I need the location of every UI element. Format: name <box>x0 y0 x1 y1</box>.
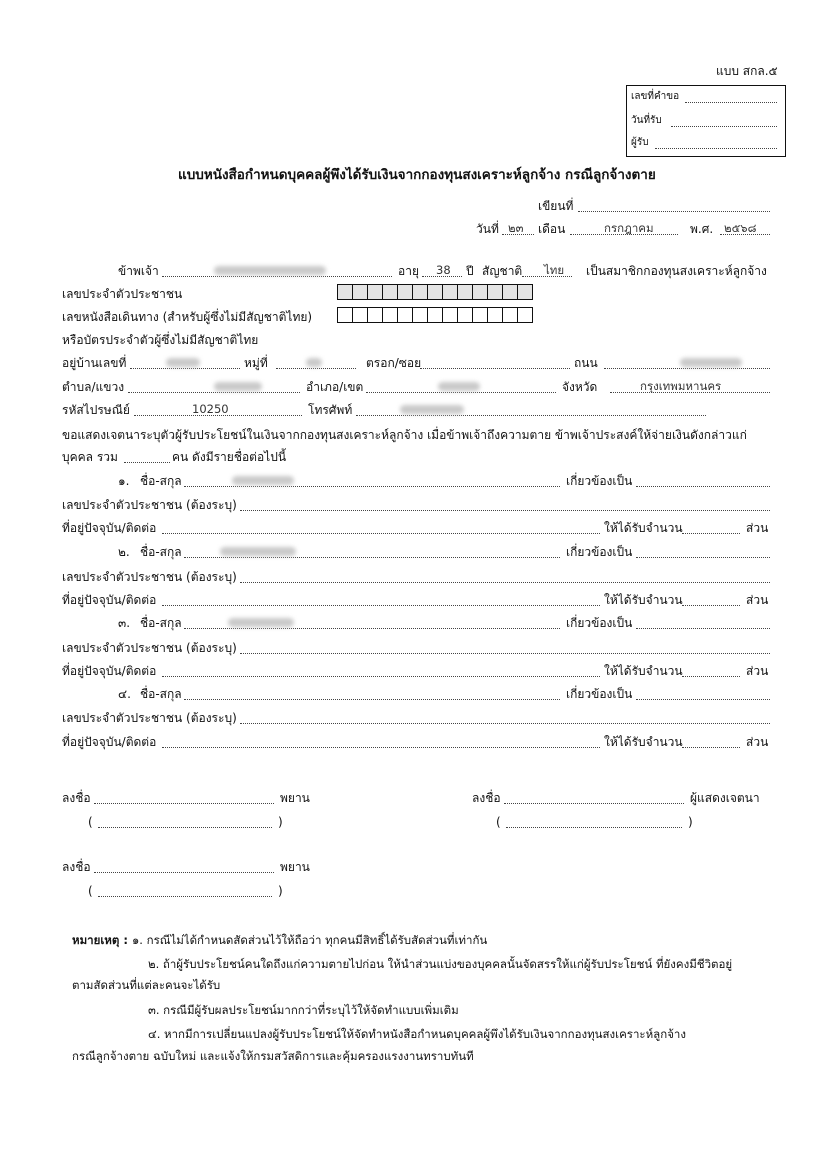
close-paren: ) <box>278 815 283 829</box>
witness-2-printed-name-field[interactable] <box>98 884 272 897</box>
request-number-label: เลขที่คำขอ <box>631 91 680 102</box>
beneficiary-address-label: ที่อยู่ปัจจุบัน/ติดต่อ <box>62 664 157 678</box>
id-number-boxes[interactable] <box>337 284 532 300</box>
relation-label: เกี่ยวข้องเป็น <box>566 474 633 488</box>
form-code: แบบ สกล.๕ <box>716 64 778 78</box>
received-date-field[interactable] <box>671 114 777 127</box>
witness-1-printed-name-field[interactable] <box>98 815 272 828</box>
beneficiary-id-field[interactable] <box>240 570 770 583</box>
intent-line-2b: คน ดังมีรายชื่อต่อไปนี้ <box>172 450 287 464</box>
receiver-label: ผู้รับ <box>631 137 649 148</box>
beneficiary-id-label: เลขประจำตัวประชาชน (ต้องระบุ) <box>62 498 237 512</box>
relation-field[interactable] <box>636 545 770 558</box>
witness-label: พยาน <box>280 860 310 874</box>
beneficiary-name-label: ชื่อ-สกุล <box>140 687 182 701</box>
postcode-value: 10250 <box>192 402 229 416</box>
beneficiary-number: ๔. <box>118 687 131 701</box>
share-label: ให้ได้รับจำนวน <box>604 593 683 607</box>
request-number-field[interactable] <box>685 90 777 103</box>
subdistrict-label: ตำบล/แขวง <box>62 380 125 394</box>
redacted-district <box>438 382 480 391</box>
sign-label: ลงชื่อ <box>62 791 91 805</box>
relation-field[interactable] <box>636 687 770 700</box>
beneficiary-address-label: ที่อยู่ปัจจุบัน/ติดต่อ <box>62 735 157 749</box>
close-paren: ) <box>278 884 283 898</box>
declarant-label: ผู้แสดงเจตนา <box>690 791 760 805</box>
id-number-label: เลขประจำตัวประชาชน <box>62 287 183 301</box>
notes-label: หมายเหตุ : <box>72 933 128 947</box>
share-field[interactable] <box>682 521 740 534</box>
sign-label: ลงชื่อ <box>472 791 501 805</box>
redacted-name <box>220 547 296 556</box>
soi-field[interactable] <box>420 356 570 369</box>
redacted-name <box>228 618 294 627</box>
declarant-name-label: ข้าพเจ้า <box>118 264 159 278</box>
share-field[interactable] <box>682 593 740 606</box>
nonthai-card-label: หรือบัตรประจำตัวผู้ซึ่งไม่มีสัญชาติไทย <box>62 333 259 347</box>
share-field[interactable] <box>682 735 740 748</box>
beneficiary-id-field[interactable] <box>240 498 770 511</box>
beneficiary-id-field[interactable] <box>240 711 770 724</box>
phone-label: โทรศัพท์ <box>308 403 353 417</box>
redacted-name <box>214 266 326 275</box>
note-1: ๑. กรณีไม่ได้กำหนดสัดส่วนไว้ให้ถือว่า ทุกคนมีสิทธิ์ได้รับสัดส่วนที่เท่ากัน <box>132 933 488 947</box>
day-label: วันที่ <box>476 222 499 236</box>
note-4-line-2: กรณีลูกจ้างตาย ฉบับใหม่ และแจ้งให้กรมสวัสดิการและคุ้มครองแรงงานทราบทันที <box>72 1049 474 1063</box>
witness-label: พยาน <box>280 791 310 805</box>
age-label: อายุ <box>398 264 419 278</box>
beneficiary-address-field[interactable] <box>162 735 600 748</box>
day-value: ๒๓ <box>508 221 524 235</box>
open-paren: ( <box>496 815 501 829</box>
beneficiary-number: ๒. <box>118 545 130 559</box>
share-unit: ส่วน <box>746 521 769 535</box>
redacted-subdistrict <box>214 382 262 391</box>
relation-label: เกี่ยวข้องเป็น <box>566 687 633 701</box>
witness-1-sign-field[interactable] <box>94 791 274 804</box>
received-date-label: วันที่รับ <box>631 115 662 126</box>
nationality-label: สัญชาติ <box>482 264 523 278</box>
nationality-value: ไทย <box>544 263 565 277</box>
beneficiary-address-field[interactable] <box>162 593 600 606</box>
redacted-road <box>680 358 742 367</box>
written-at-field[interactable] <box>578 199 770 212</box>
house-number-label: อยู่บ้านเลขที่ <box>62 356 127 370</box>
note-2-line-2: ตามสัดส่วนที่แต่ละคนจะได้รับ <box>72 978 221 992</box>
note-3: ๓. กรณีมีผู้รับผลประโยชน์มากกว่าที่ระบุไว้ให้จัดทำแบบเพิ่มเติม <box>148 1003 459 1017</box>
person-count-field[interactable] <box>124 450 170 463</box>
beneficiary-number: ๑. <box>118 474 130 488</box>
office-receipt-box <box>626 85 786 157</box>
beneficiary-name-label: ชื่อ-สกุล <box>140 616 182 630</box>
close-paren: ) <box>688 815 693 829</box>
province-label: จังหวัด <box>562 380 598 394</box>
share-label: ให้ได้รับจำนวน <box>604 664 683 678</box>
relation-label: เกี่ยวข้องเป็น <box>566 545 633 559</box>
receiver-field[interactable] <box>655 136 777 149</box>
redacted-house-number <box>166 358 200 367</box>
beneficiary-name-label: ชื่อ-สกุล <box>140 545 182 559</box>
passport-boxes[interactable] <box>337 307 532 323</box>
relation-label: เกี่ยวข้องเป็น <box>566 616 633 630</box>
age-value: 38 <box>436 263 451 277</box>
month-value: กรกฎาคม <box>604 221 654 235</box>
share-unit: ส่วน <box>746 664 769 678</box>
moo-label: หมู่ที่ <box>244 356 268 370</box>
intent-line-2a: บุคคล รวม <box>62 450 118 464</box>
road-label: ถนน <box>574 356 598 370</box>
redacted-moo <box>306 358 322 367</box>
beneficiary-name-label: ชื่อ-สกุล <box>140 474 182 488</box>
written-at-label: เขียนที่ <box>538 199 574 213</box>
intent-line-1: ขอแสดงเจตนาระบุตัวผู้รับประโยชน์ในเงินจากกองทุนสงเคราะห์ลูกจ้าง เมื่อข้าพเจ้าถึงความตาย ข้าพเจ้าประสงค์ให้จ่ายเงินดังกล่าวแก่ <box>62 428 747 442</box>
postcode-label: รหัสไปรษณีย์ <box>62 403 130 417</box>
relation-field[interactable] <box>636 474 770 487</box>
passport-label: เลขหนังสือเดินทาง (สำหรับผู้ซึ่งไม่มีสัญชาติไทย) <box>62 310 313 324</box>
beneficiary-name-field[interactable] <box>184 687 560 700</box>
form-title: แบบหนังสือกำหนดบุคคลผู้พึงได้รับเงินจากกองทุนสงเคราะห์ลูกจ้าง กรณีลูกจ้างตาย <box>178 167 656 183</box>
relation-field[interactable] <box>636 616 770 629</box>
note-2-line-1: ๒. ถ้าผู้รับประโยชน์คนใดถึงแก่ความตายไปก่อน ให้นำส่วนแบ่งของบุคคลนั้นจัดสรรให้แก่ผู้รับประโยชน์ ที่ยังคงมีชีวิตอยู่ <box>148 957 733 971</box>
year-label: พ.ศ. <box>690 222 714 236</box>
beneficiary-id-label: เลขประจำตัวประชาชน (ต้องระบุ) <box>62 570 237 584</box>
share-unit: ส่วน <box>746 593 769 607</box>
share-field[interactable] <box>682 664 740 677</box>
witness-2-sign-field[interactable] <box>94 860 274 873</box>
district-label: อำเภอ/เขต <box>306 380 364 394</box>
age-unit: ปี <box>466 264 474 278</box>
redacted-phone <box>400 405 464 414</box>
open-paren: ( <box>88 815 93 829</box>
share-label: ให้ได้รับจำนวน <box>604 735 683 749</box>
declarant-sign-field[interactable] <box>504 791 684 804</box>
note-4-line-1: ๔. หากมีการเปลี่ยนแปลงผู้รับประโยชน์ให้จัดทำหนังสือกำหนดบุคคลผู้พึงได้รับเงินจากกองทุนสงเคราะห์ลูกจ้าง <box>148 1027 687 1041</box>
beneficiary-address-field[interactable] <box>162 521 600 534</box>
beneficiary-address-label: ที่อยู่ปัจจุบัน/ติดต่อ <box>62 593 157 607</box>
beneficiary-id-field[interactable] <box>240 641 770 654</box>
beneficiary-address-label: ที่อยู่ปัจจุบัน/ติดต่อ <box>62 521 157 535</box>
redacted-name <box>232 476 294 485</box>
province-value: กรุงเทพมหานคร <box>640 379 722 393</box>
beneficiary-address-field[interactable] <box>162 664 600 677</box>
open-paren: ( <box>88 884 93 898</box>
member-text: เป็นสมาชิกกองทุนสงเคราะห์ลูกจ้าง <box>586 264 767 278</box>
share-unit: ส่วน <box>746 735 769 749</box>
beneficiary-id-label: เลขประจำตัวประชาชน (ต้องระบุ) <box>62 711 237 725</box>
month-label: เดือน <box>538 222 566 236</box>
sign-label: ลงชื่อ <box>62 860 91 874</box>
year-value: ๒๕๖๘ <box>724 221 757 235</box>
beneficiary-number: ๓. <box>118 616 131 630</box>
declarant-printed-name-field[interactable] <box>506 815 682 828</box>
share-label: ให้ได้รับจำนวน <box>604 521 683 535</box>
soi-label: ตรอก/ซอย <box>366 356 422 370</box>
beneficiary-id-label: เลขประจำตัวประชาชน (ต้องระบุ) <box>62 641 237 655</box>
